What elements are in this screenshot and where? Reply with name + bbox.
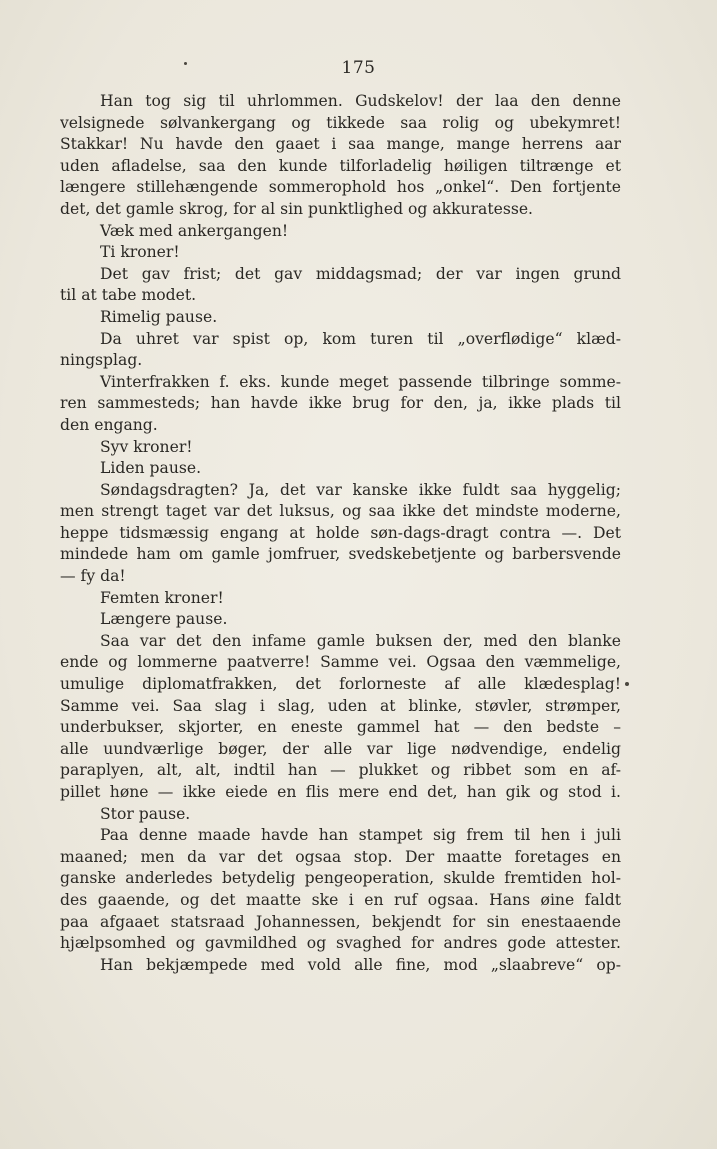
text-line: ningsplag.: [60, 351, 143, 370]
text-line: uden afladelse, saa den kunde tilforladelig høiligen tiltrænge et: [60, 156, 621, 175]
text-line: Stakkar! Nu havde den gaaet i saa mange, mange herrens aar: [60, 135, 621, 154]
text-line: Vinterfrakken f. eks. kunde meget passende tilbringe somme-: [100, 372, 621, 391]
text-line: Søndagsdragten? Ja, det var kanske ikke fuldt saa hyggelig;: [100, 480, 621, 499]
text-line: heppe tidsmæssig engang at holde søn-dags-dragt contra —. Det: [60, 523, 621, 542]
text-line: Længere pause.: [100, 610, 228, 629]
text-line: Da uhret var spist op, kom turen til „overflødige“ klæd-: [100, 329, 621, 348]
text-line: Han tog sig til uhrlommen. Gudskelov! der laa den denne: [100, 92, 621, 110]
text-line: Samme vei. Saa slag i slag, uden at blinke, støvler, strømper,: [60, 696, 621, 715]
text-line: ende og lommerne paatverre! Samme vei. Ogsaa den væmmelige,: [60, 653, 621, 672]
text-line: Væk med ankergangen!: [100, 221, 289, 240]
text-line: hjælpsomhed og gavmildhed og svaghed for andres gode attester.: [60, 934, 621, 953]
text-line: paa afgaaet statsraad Johannessen, bekjendt for sin enestaaende: [60, 912, 621, 931]
text-line: pillet høne — ikke eiede en flis mere end det, han gik og stod i.: [60, 783, 621, 801]
text-line: velsignede sølvankergang og tikkede saa rolig og ubekymret!: [60, 113, 621, 132]
text-line: længere stillehængende sommerophold hos „onkel“. Den fortjente: [60, 178, 621, 197]
text-line: underbukser, skjorter, en eneste gammel hat — den bedste –: [60, 718, 621, 737]
page-number: 175: [341, 58, 376, 78]
text-line: Femten kroner!: [100, 588, 224, 607]
text-line: Rimelig pause.: [100, 307, 218, 326]
text-line: mindede ham om gamle jomfruer, svedskebetjente og barbersvende: [60, 545, 621, 564]
body-text: [60, 91, 621, 976]
text-line: den engang.: [60, 415, 158, 434]
text-line: Paa denne maade havde han stampet sig frem til hen i juli: [100, 826, 621, 845]
text-line: ganske anderledes betydelig pengeoperation, skulde fremtiden hol-: [60, 869, 621, 888]
text-line: Stor pause.: [100, 804, 191, 823]
text-line: — fy da!: [60, 567, 126, 586]
text-line: Syv kroner!: [100, 437, 193, 456]
text-line: paraplyen, alt, alt, indtil han — plukket og ribbet som en af-: [60, 761, 621, 780]
text-line: Saa var det den infame gamle buksen der, med den blanke: [100, 631, 621, 650]
text-line: det, det gamle skrog, for al sin punktlighed og akkuratesse.: [60, 199, 534, 218]
text-line: ren sammesteds; han havde ikke brug for den, ja, ikke plads til: [60, 394, 621, 413]
text-line: Ti kroner!: [100, 243, 180, 262]
text-line: Han bekjæmpede med vold alle fine, mod „slaabreve“ op-: [100, 955, 621, 974]
text-line: des gaaende, og det maatte ske i en ruf ogsaa. Hans øine faldt: [60, 890, 621, 909]
text-line: umulige diplomatfrakken, det forlorneste af alle klædesplag!: [60, 675, 621, 694]
text-line: men strengt taget var det luksus, og saa ikke det mindste moderne,: [60, 502, 621, 521]
text-line: Det gav frist; det gav middagsmad; der var ingen grund: [100, 264, 621, 283]
text-line: Liden pause.: [100, 459, 202, 478]
text-line: til at tabe modet.: [60, 286, 197, 305]
text-line: maaned; men da var det ogsaa stop. Der maatte foretages en: [60, 847, 621, 866]
text-line: alle uundværlige bøger, der alle var lige nødvendige, endelig: [60, 739, 621, 758]
ink-speck: [625, 682, 629, 686]
